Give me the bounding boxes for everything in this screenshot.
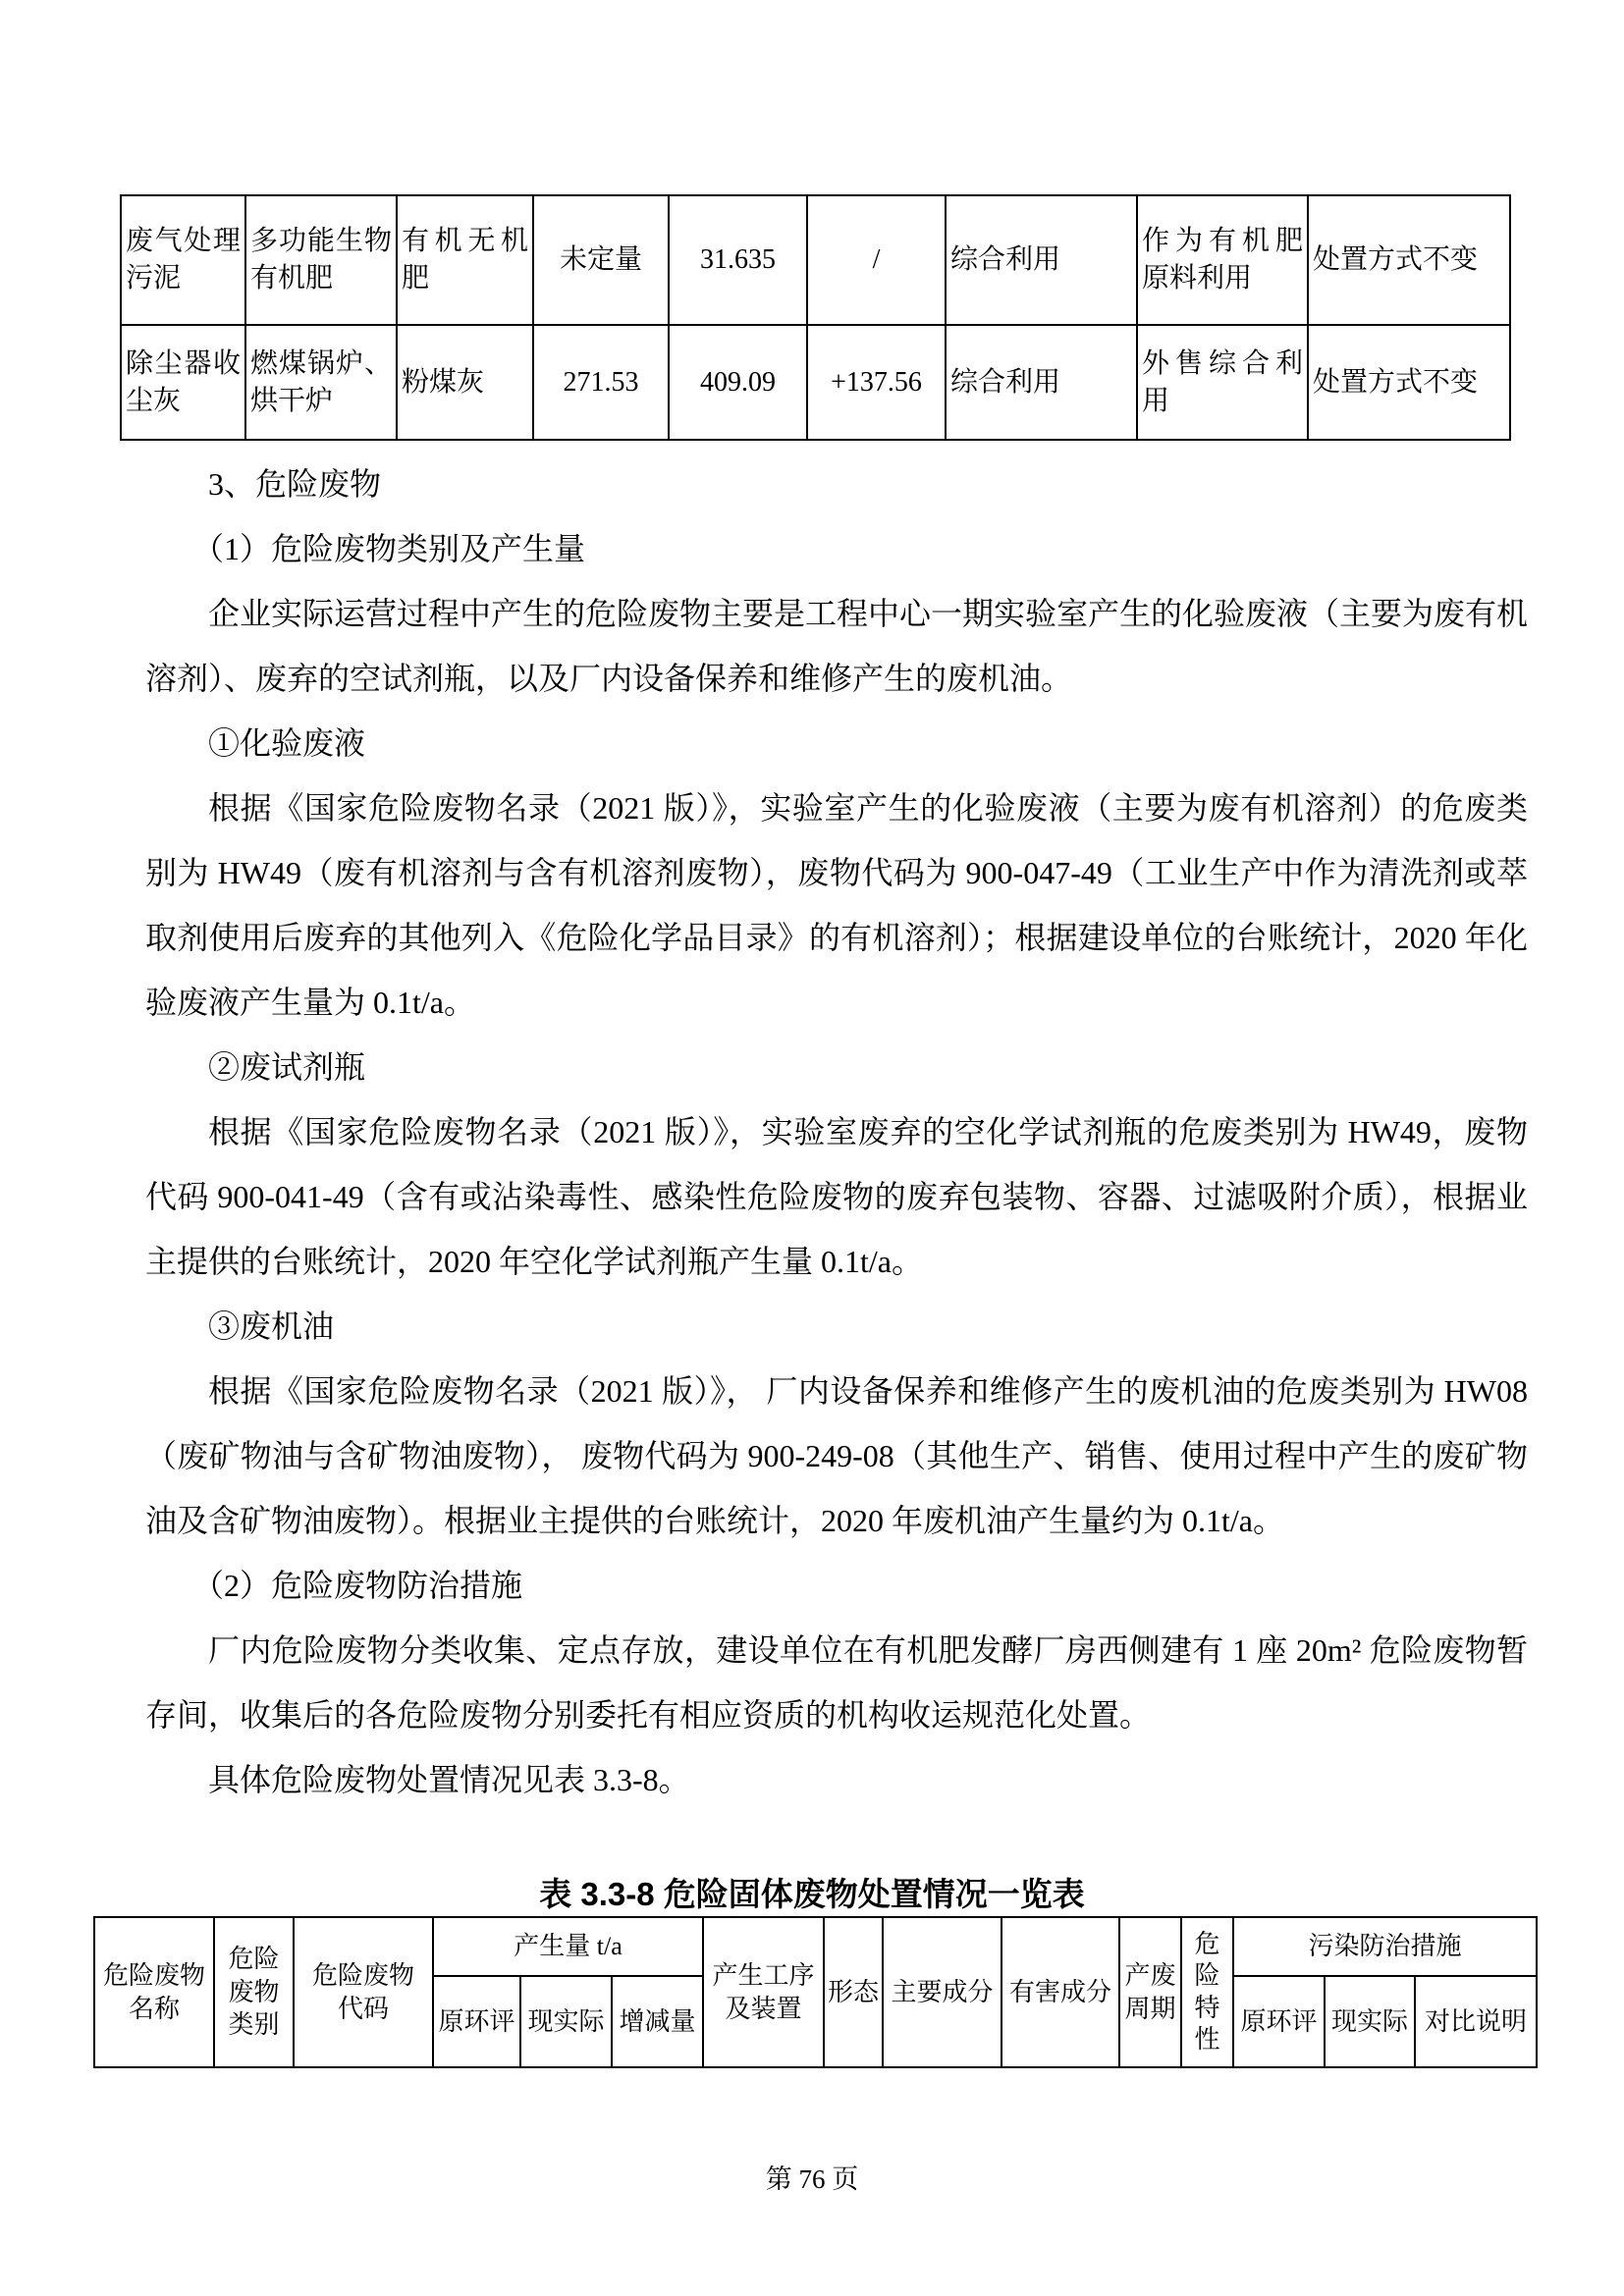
header-control-actual: 现实际	[1325, 1976, 1415, 2067]
table-cell: 多功能生物有机肥	[245, 195, 397, 325]
table-cell: 除尘器收尘灰	[121, 325, 245, 440]
header-process-equipment: 产生工序及装置	[703, 1917, 824, 2067]
header-waste-code: 危险废物代码	[294, 1917, 433, 2067]
table-cell: 外售综合利用	[1137, 325, 1308, 440]
table-cell: 271.53	[533, 325, 669, 440]
para-lab-waste-liquid: 根据《国家危险废物名录（2021 版）》，实验室产生的化验废液（主要为废有机溶剂）的危废类别为 HW49（废有机溶剂与含有机溶剂废物），废物代码为 900-047-49（工业生产中作为清洗剂或萃取剂使用后废弃的其他列入《危险化学品目录》的有机溶剂）；根据建设单位的台账统计，2020 年化验废液产生量为 0.1t/a。	[145, 790, 1528, 1020]
header-control-comparison: 对比说明	[1415, 1976, 1537, 2067]
header-output-group: 产生量 t/a	[433, 1917, 703, 1976]
header-waste-name: 危险废物名称	[94, 1917, 214, 2067]
para-prevention-measures: 厂内危险废物分类收集、定点存放，建设单位在有机肥发酵厂房西侧建有 1 座 20m² 危险废物暂存间，收集后的各危险废物分别委托有相应资质的机构收运规范化处置。	[145, 1632, 1528, 1733]
header-output-change: 增减量	[612, 1976, 703, 2067]
table-row	[121, 195, 1510, 325]
para-table-reference: 具体危险废物处置情况见表 3.3-8。	[208, 1762, 690, 1797]
para-reagent-bottles: 根据《国家危险废物名录（2021 版）》，实验室废弃的空化学试剂瓶的危废类别为 HW49，废物代码 900-041-49（含有或沾染毒性、感染性危险废物的废弃包装物、容器、过滤吸附介质），根据业主提供的台账统计，2020 年空化学试剂瓶产生量 0.1t/a。	[145, 1114, 1528, 1279]
para-overview: 企业实际运营过程中产生的危险废物主要是工程中心一期实验室产生的化验废液（主要为废有机溶剂）、废弃的空试剂瓶，以及厂内设备保养和维修产生的废机油。	[145, 596, 1529, 696]
para-waste-oil: 根据《国家危险废物名录（2021 版）》， 厂内设备保养和维修产生的废机油的危废类别为 HW08（废矿物油与含矿物油废物）， 废物代码为 900-249-08（其他生产、销售、使用过程中产生的废矿物油及含矿物油废物）。根据业主提供的台账统计，2020 年废机油产生量约为 0.1t/a。	[145, 1373, 1528, 1538]
waste-disposal-continued-table	[120, 194, 1511, 441]
table-cell: 31.635	[669, 195, 807, 325]
header-waste-cycle: 产废周期	[1119, 1917, 1181, 2067]
body-text	[145, 452, 1528, 1812]
heading-prevention-measures: （2）危险废物防治措施	[192, 1568, 523, 1603]
heading-hazardous-waste: 3、危险废物	[208, 466, 382, 502]
table-cell: 未定量	[533, 195, 669, 325]
header-output-orig-eia: 原环评	[433, 1976, 520, 2067]
table-cell: 处置方式不变	[1308, 325, 1510, 440]
table-row	[121, 325, 1510, 440]
table-cell: 作为有机肥原料利用	[1137, 195, 1308, 325]
hazardous-waste-disposal-table	[93, 1916, 1538, 2068]
table-cell: /	[807, 195, 946, 325]
table-header-row	[94, 1917, 1537, 1976]
table-title: 表 3.3-8 危险固体废物处置情况一览表	[539, 1876, 1085, 1912]
table-cell: 409.09	[669, 325, 807, 440]
heading-category-output: （1）危险废物类别及产生量	[192, 531, 586, 566]
heading-waste-oil: ③废机油	[208, 1308, 335, 1344]
header-control-orig-eia: 原环评	[1233, 1976, 1325, 2067]
page-footer: 第 76 页	[765, 2164, 859, 2194]
heading-reagent-bottles: ②废试剂瓶	[208, 1049, 366, 1085]
header-pollution-control-group: 污染防治措施	[1233, 1917, 1537, 1976]
table-cell: 综合利用	[946, 195, 1137, 325]
header-form: 形态	[824, 1917, 883, 2067]
header-hazard-characteristics: 危险特性	[1181, 1917, 1233, 2067]
table-cell: 粉煤灰	[397, 325, 533, 440]
table-cell: 废气处理污泥	[121, 195, 245, 325]
table-cell: 处置方式不变	[1308, 195, 1510, 325]
heading-lab-waste-liquid: ①化验废液	[208, 725, 366, 761]
header-output-actual: 现实际	[520, 1976, 612, 2067]
table-cell: +137.56	[807, 325, 946, 440]
header-main-components: 主要成分	[883, 1917, 1001, 2067]
table-cell: 燃煤锅炉、烘干炉	[245, 325, 397, 440]
header-waste-category: 危险废物类别	[214, 1917, 294, 2067]
table-cell: 有机无机肥	[397, 195, 533, 325]
header-harmful-components: 有害成分	[1001, 1917, 1119, 2067]
table-cell: 综合利用	[946, 325, 1137, 440]
